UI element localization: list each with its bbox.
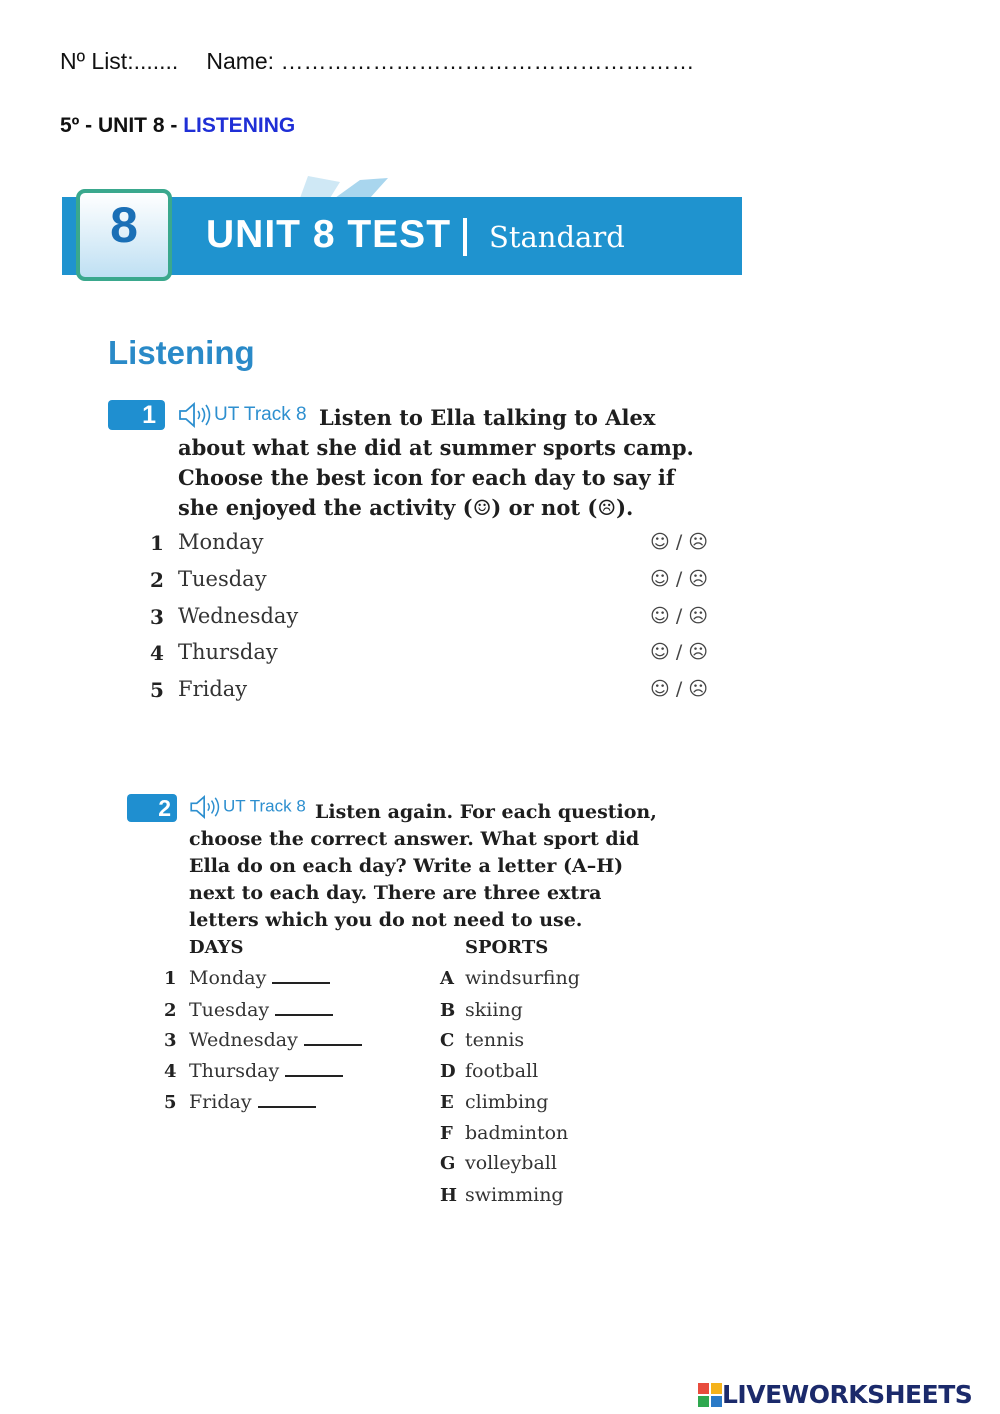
- ex1-item-number: 4: [150, 641, 164, 665]
- ex1-face-choice[interactable]: ☺ / ☹: [650, 605, 709, 627]
- ex1-item-day: Wednesday: [178, 604, 299, 628]
- exercise-1-instruction-line-3: Choose the best icon for each day to say if: [178, 465, 675, 490]
- ex1-face-choice[interactable]: ☺ / ☹: [650, 678, 709, 700]
- ex2-day-number: 2: [164, 1000, 177, 1021]
- liveworksheets-brand: LIVEWORKSHEETS: [722, 1380, 973, 1409]
- exercise-1-instruction-line-1: Listen to Ella talking to Alex: [319, 405, 656, 430]
- unit-number: 8: [110, 197, 138, 253]
- ex2-day-number: 4: [164, 1061, 177, 1082]
- ex2-day-row: [189, 1091, 316, 1113]
- ex1-item-number: 1: [150, 531, 164, 555]
- exercise-2-instruction-line-5: letters which you do not need to use.: [189, 909, 583, 931]
- sport-letter: D: [440, 1061, 456, 1082]
- unit-listening-highlight: LISTENING: [183, 114, 296, 137]
- ex1-item-day: Friday: [178, 677, 248, 701]
- exercise-2-badge: 2: [127, 794, 177, 822]
- exercise-2-instruction-line-4: next to each day. There are three extra: [189, 882, 602, 904]
- sport-name: tennis: [465, 1029, 525, 1051]
- sport-letter: H: [440, 1185, 458, 1206]
- exercise-2-track: [189, 795, 306, 819]
- banner-subtitle: Standard: [489, 220, 625, 254]
- sport-letter: C: [440, 1030, 455, 1051]
- ex1-item-number: 5: [150, 678, 164, 702]
- sport-letter: G: [440, 1153, 456, 1174]
- unit-heading: [60, 114, 295, 138]
- track-label: UT Track 8: [223, 796, 306, 816]
- name-label: Name: ………………………………………………: [206, 48, 695, 74]
- sport-name: swimming: [465, 1184, 564, 1206]
- ex2-day-row: [189, 1029, 362, 1051]
- header-line: [60, 48, 694, 75]
- days-header: DAYS: [189, 937, 244, 958]
- sport-letter: A: [440, 968, 454, 989]
- answer-blank[interactable]: [272, 982, 330, 984]
- sports-header: SPORTS: [465, 937, 549, 958]
- sport-letter: E: [440, 1092, 454, 1113]
- ex1-item-number: 3: [150, 605, 164, 629]
- ex2-day-label: Friday: [189, 1091, 252, 1113]
- ex1-face-choice[interactable]: ☺ / ☹: [650, 641, 709, 663]
- sport-letter: F: [440, 1123, 453, 1144]
- exercise-1-instruction-line-4: she enjoyed the activity (☺) or not (☹).: [178, 495, 634, 520]
- speaker-icon: [189, 795, 223, 819]
- answer-blank[interactable]: [304, 1044, 362, 1046]
- exercise-1-track: [178, 402, 307, 428]
- ex2-day-row: [189, 967, 330, 989]
- ex1-item-day: Tuesday: [178, 567, 267, 591]
- exercise-2-instruction-line-1: Listen again. For each question,: [315, 801, 657, 823]
- sport-name: volleyball: [465, 1152, 557, 1174]
- sport-name: windsurfing: [465, 967, 580, 989]
- liveworksheets-logo-icon: [698, 1383, 722, 1407]
- list-number-label: Nº List:.......: [60, 48, 179, 74]
- answer-blank[interactable]: [258, 1106, 316, 1108]
- sport-name: climbing: [465, 1091, 549, 1113]
- answer-blank[interactable]: [275, 1014, 333, 1016]
- ex2-day-row: [189, 1060, 343, 1082]
- exercise-2-instruction-line-3: Ella do on each day? Write a letter (A–H): [189, 855, 624, 877]
- exercise-1-badge: 1: [108, 400, 165, 430]
- unit-prefix: 5º - UNIT 8 -: [60, 114, 184, 137]
- ex1-face-choice[interactable]: ☺ / ☹: [650, 531, 709, 553]
- track-label: UT Track 8: [214, 404, 307, 426]
- ex2-day-label: Tuesday: [189, 999, 270, 1021]
- sport-name: football: [465, 1060, 539, 1082]
- exercise-1-instruction-line-2: about what she did at summer sports camp.: [178, 435, 694, 460]
- ex2-day-label: Wednesday: [189, 1029, 298, 1051]
- banner-separator: [463, 218, 467, 256]
- section-title: Listening: [108, 334, 255, 371]
- speaker-icon: [178, 402, 214, 428]
- ex2-day-label: Monday: [189, 967, 267, 989]
- exercise-2-instruction-line-2: choose the correct answer. What sport did: [189, 828, 640, 850]
- banner-title: UNIT 8 TEST: [206, 213, 452, 256]
- ex1-item-day: Monday: [178, 530, 264, 554]
- answer-blank[interactable]: [285, 1075, 343, 1077]
- banner-decoration-icon: [300, 176, 390, 198]
- ex1-face-choice[interactable]: ☺ / ☹: [650, 568, 709, 590]
- liveworksheets-logo: [698, 1380, 990, 1410]
- ex2-day-number: 1: [164, 968, 177, 989]
- sport-name: skiing: [465, 999, 523, 1021]
- ex2-day-number: 5: [164, 1092, 177, 1113]
- sport-name: badminton: [465, 1122, 569, 1144]
- ex2-day-row: [189, 999, 333, 1021]
- sport-letter: B: [440, 1000, 456, 1021]
- ex1-item-number: 2: [150, 568, 164, 592]
- ex2-day-number: 3: [164, 1030, 177, 1051]
- ex1-item-day: Thursday: [178, 640, 278, 664]
- ex2-day-label: Thursday: [189, 1060, 280, 1082]
